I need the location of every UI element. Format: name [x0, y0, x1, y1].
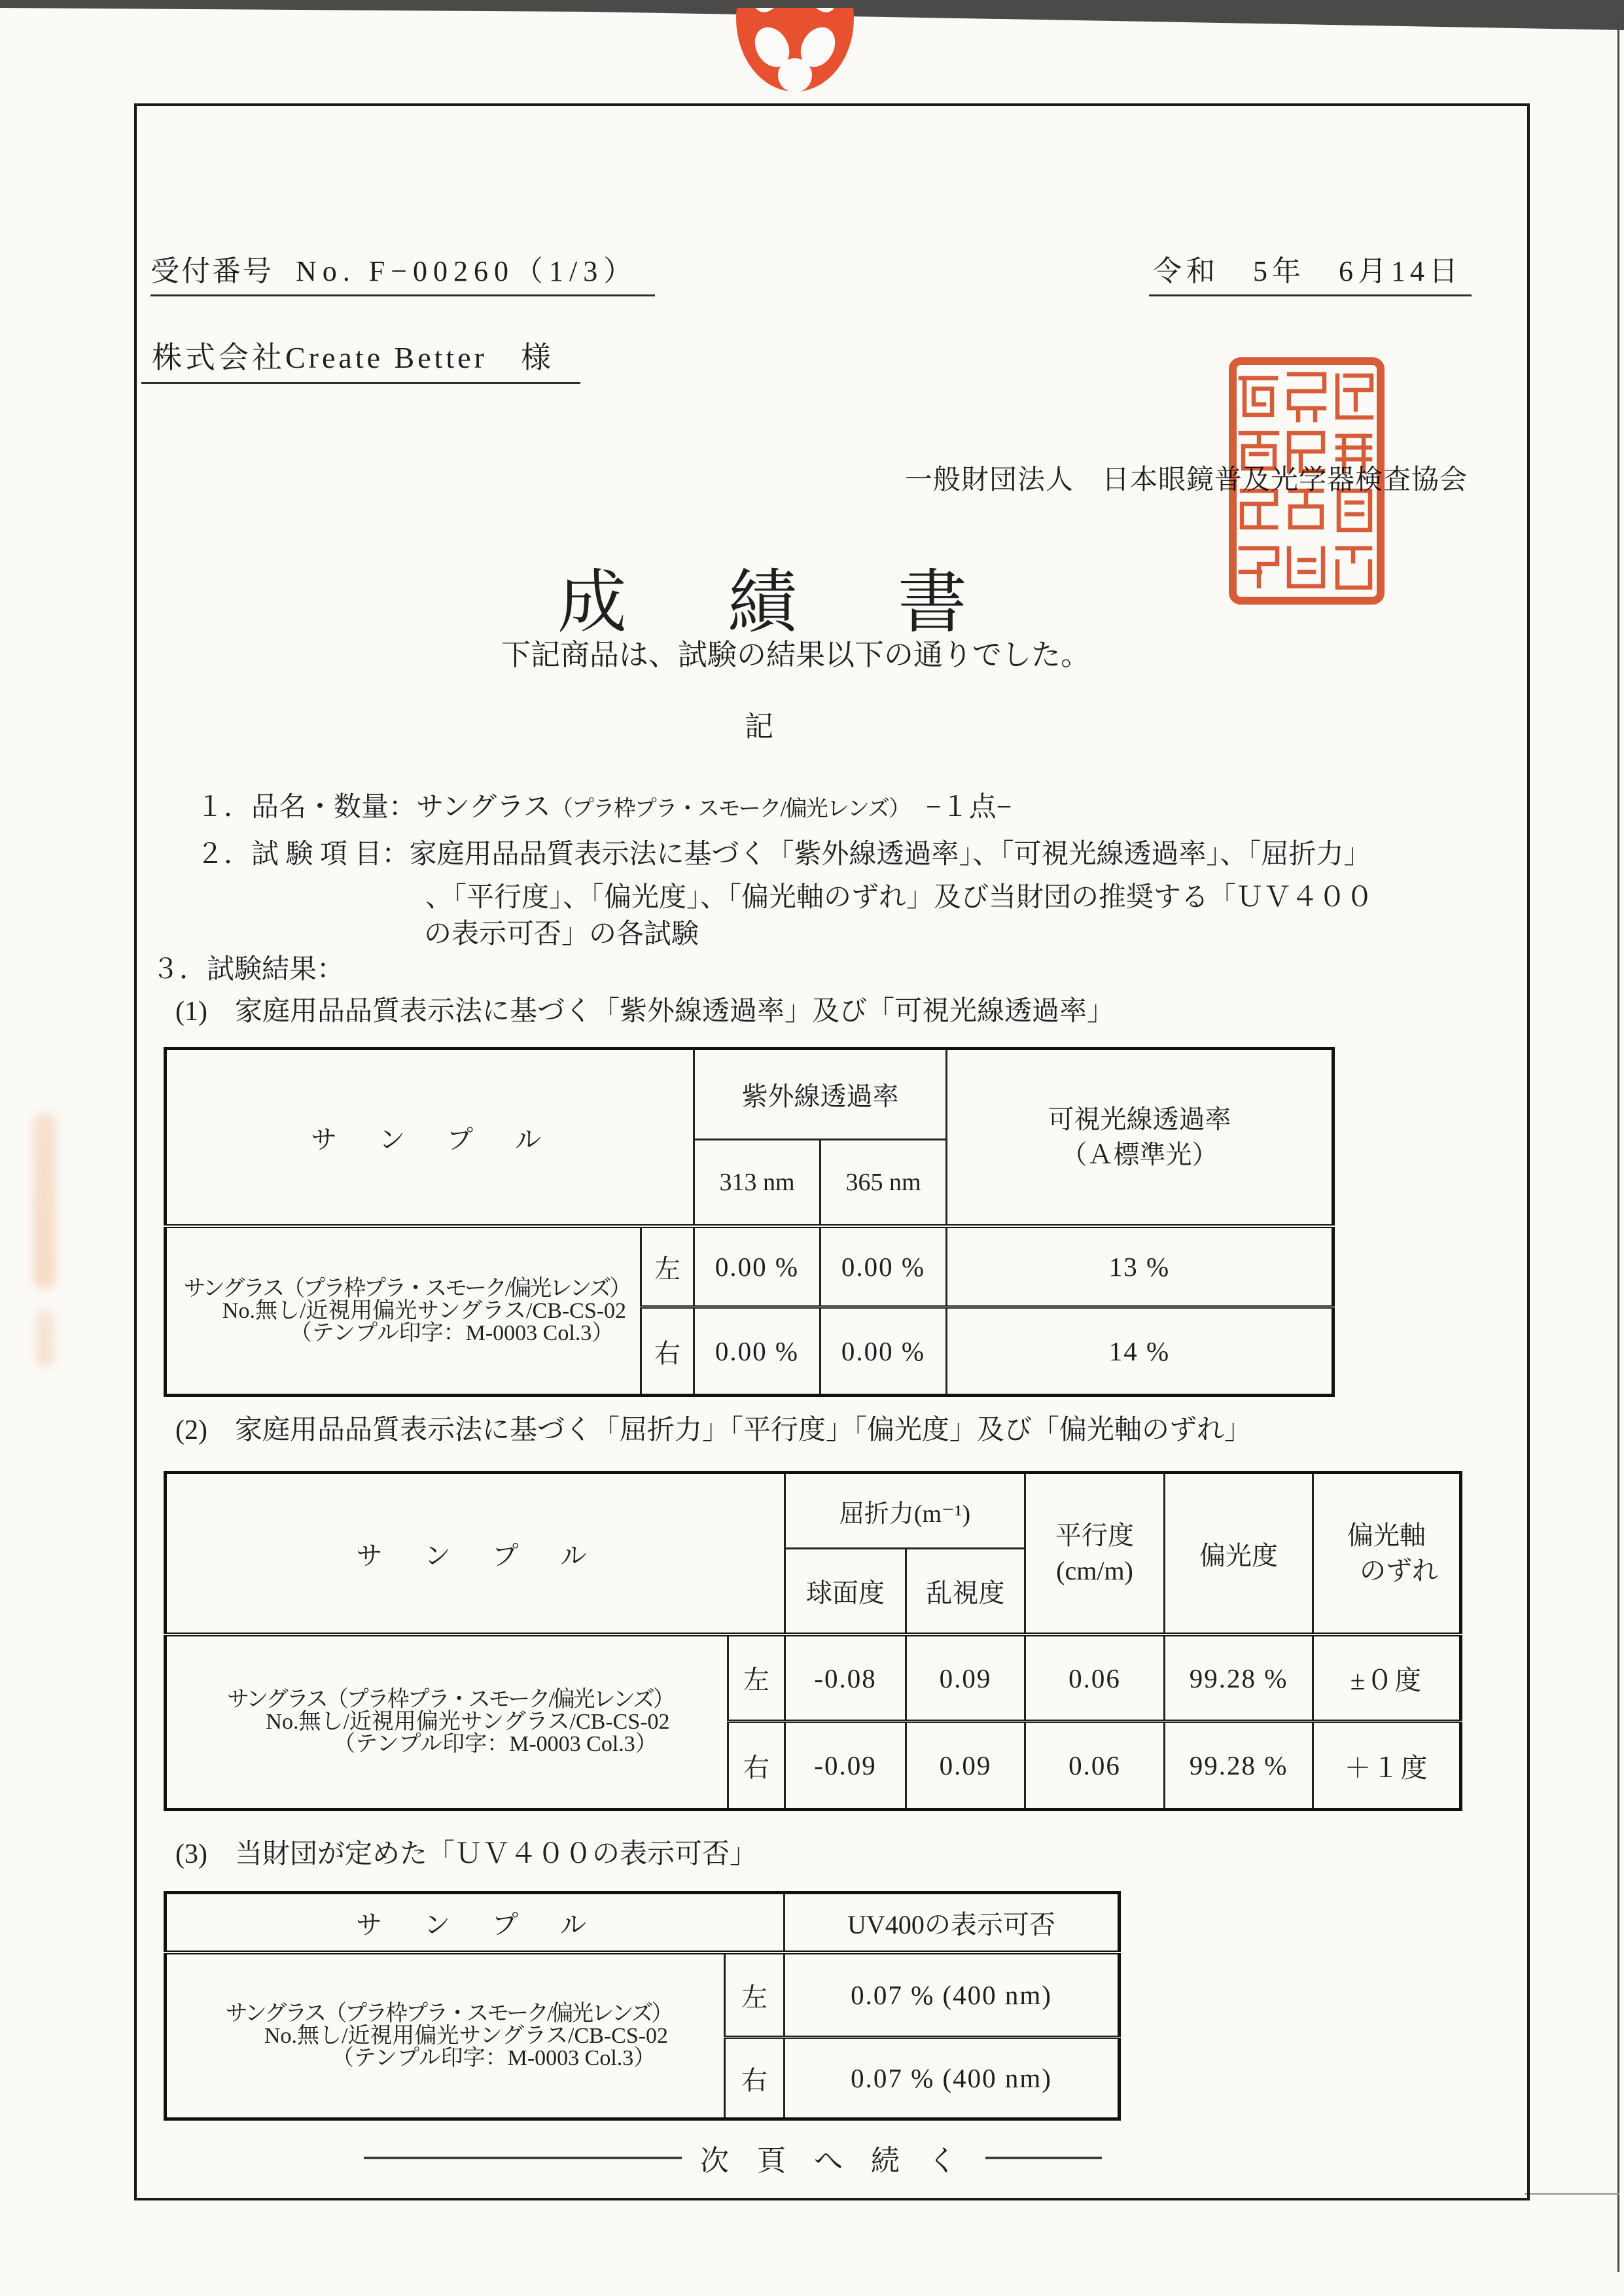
receipt-number-line [150, 247, 655, 296]
continuation-rule-left [364, 2157, 682, 2159]
t2-sample-header: サ ン プ ル [166, 1473, 785, 1635]
continuation-footer [364, 2137, 1102, 2179]
t3-row-left-label: 左 [725, 1952, 785, 2038]
note-mark: 記 [745, 711, 773, 743]
sample-name-line2: No.無し/近視用偏光サングラス/CB-CS-02 [222, 1298, 627, 1323]
item-test-subjects-line3: の表示可否」の各試験 [424, 919, 699, 949]
t2-right-polarization-value: 99.28 % [1165, 1722, 1313, 1810]
item-test-subjects-line2: 、「平行度」、「偏光度」、「偏光軸のずれ」及び当財団の推奨する「ＵＶ４００ [425, 883, 1374, 913]
sample-name-line3: （テンプル印字：M-0003 Col.3） [333, 1732, 658, 1756]
t2-left-axis-value: ±０度 [1313, 1634, 1461, 1722]
t1-col-365nm: 365 nm [821, 1140, 947, 1227]
t2-right-sphere-value: -0.09 [785, 1722, 906, 1810]
t1-left-313-value: 0.00 % [694, 1226, 821, 1307]
t1-right-313-value: 0.00 % [694, 1307, 821, 1396]
t3-uv400-header: UV400の表示可否 [785, 1893, 1120, 1953]
t3-left-uv400-value: 0.07 % (400 nm) [785, 1952, 1120, 2038]
t1-right-365-value: 0.00 % [821, 1307, 947, 1396]
t2-polarization-header: 偏光度 [1165, 1473, 1313, 1635]
t2-parallel-line1: 平行度 [1055, 1521, 1135, 1550]
t2-col-cylinder: 乱視度 [906, 1549, 1025, 1635]
t1-visible-header [947, 1049, 1333, 1227]
t1-row-right-label: 右 [641, 1307, 694, 1396]
t2-axis-header [1313, 1473, 1461, 1635]
t2-parallel-line2: (cm/m) [1056, 1556, 1133, 1585]
t1-visible-header-line2: （Ａ標準光） [1061, 1140, 1218, 1169]
sample-name-line1: サングラス（プラ枠プラ・スモーク/偏光レンズ） [183, 1276, 630, 1301]
t1-left-visible-value: 13 % [947, 1226, 1333, 1307]
scan-right-edge [1617, 17, 1619, 2272]
t2-row-right-label: 右 [728, 1722, 785, 1810]
t2-sample-name [166, 1634, 728, 1810]
sample-name-line2: No.無し/近視用偏光サングラス/CB-CS-02 [264, 2023, 669, 2048]
t1-col-313nm: 313 nm [694, 1140, 821, 1227]
t3-row-right-label: 右 [725, 2038, 785, 2119]
section3-heading: (3) 当財団が定めた「ＵＶ４００の表示可否」 [175, 1839, 757, 1869]
t2-col-sphere: 球面度 [785, 1549, 906, 1635]
t2-right-axis-value: ＋１度 [1313, 1722, 1461, 1810]
round-stamp-clip [732, 8, 860, 106]
t2-axis-line2: のずれ [1360, 1556, 1439, 1585]
issuer-organization: 一般財団法人 日本眼鏡普及光学器検査協会 [905, 465, 1468, 495]
item1-paren: （プラ枠プラ・スモーク/偏光レンズ） [550, 797, 899, 821]
sample-name-line2: No.無し/近視用偏光サングラス/CB-CS-02 [266, 1710, 670, 1734]
issue-date: 令和 5年 6月14日 [1149, 247, 1472, 296]
t3-right-uv400-value: 0.07 % (400 nm) [785, 2038, 1120, 2119]
item1-quantity: −１点− [898, 792, 1012, 822]
t3-sample-name [166, 1952, 725, 2119]
page-subtitle: 下記商品は、試験の結果以下の通りでした。 [501, 639, 1091, 671]
square-red-seal-icon [1227, 356, 1386, 606]
t3-sample-header: サ ン プ ル [166, 1893, 785, 1953]
t2-row-left-label: 左 [728, 1634, 785, 1722]
t2-refraction-header: 屈折力(m⁻¹) [785, 1473, 1025, 1549]
t1-uv-header: 紫外線透過率 [694, 1049, 947, 1140]
item1-label: １．品名・数量：サングラス [196, 792, 551, 822]
t2-left-polarization-value: 99.28 % [1165, 1634, 1313, 1722]
section1-heading: (1) 家庭用品品質表示法に基づく「紫外線透過率」及び「可視光線透過率」 [175, 997, 1114, 1027]
sample-name-line1: サングラス（プラ枠プラ・スモーク/偏光レンズ） [225, 2001, 672, 2026]
item-product-name [196, 785, 1012, 824]
t2-right-cylinder-value: 0.09 [906, 1722, 1025, 1810]
t2-left-sphere-value: -0.08 [785, 1634, 906, 1722]
uv-visible-transmittance-table [164, 1047, 1335, 1397]
t2-left-cylinder-value: 0.09 [906, 1634, 1025, 1722]
refraction-polarization-table [164, 1471, 1462, 1811]
continuation-rule-right [985, 2157, 1102, 2159]
section2-heading: (2) 家庭用品品質表示法に基づく「屈折力」「平行度」「偏光度」及び「偏光軸のずれ」 [175, 1415, 1252, 1445]
t2-right-parallel-value: 0.06 [1025, 1722, 1165, 1810]
continuation-text: 次 頁 へ 続 く [700, 2145, 967, 2177]
t2-axis-line1: 偏光軸 [1347, 1521, 1426, 1550]
sample-name-line1: サングラス（プラ枠プラ・スモーク/偏光レンズ） [227, 1687, 673, 1712]
item-test-subjects-line1: ２．試 験 項 目：家庭用品品質表示法に基づく「紫外線透過率」、「可視光線透過率」、「屈折力」 [196, 839, 1371, 870]
page-title: 成 績 書 [557, 565, 983, 641]
sample-name-line3: （テンプル印字：M-0003 Col.3） [289, 1320, 614, 1345]
t2-parallel-header [1025, 1473, 1165, 1635]
t1-sample-header: サ ン プ ル [166, 1049, 694, 1227]
ink-smudge [35, 1309, 55, 1368]
t1-row-left-label: 左 [641, 1226, 694, 1307]
t1-visible-header-line1: 可視光線透過率 [1048, 1104, 1231, 1134]
t1-sample-name [166, 1226, 641, 1396]
item-test-results-label: ３．試験結果： [152, 955, 345, 985]
receipt-number-value: No. F−00260（1/3） [296, 255, 639, 287]
round-red-stamp-icon [732, 8, 860, 106]
addressee-line: 株式会社Create Better 様 [141, 334, 580, 384]
scan-bottom-tail [1525, 2193, 1619, 2195]
uv400-table [164, 1891, 1121, 2121]
ink-smudge [33, 1112, 56, 1289]
t1-right-visible-value: 14 % [947, 1307, 1333, 1396]
sample-name-line3: （テンプル印字：M-0003 Col.3） [331, 2045, 656, 2070]
t2-left-parallel-value: 0.06 [1025, 1634, 1165, 1722]
receipt-number-label: 受付番号 [150, 255, 274, 287]
t1-left-365-value: 0.00 % [821, 1226, 947, 1307]
